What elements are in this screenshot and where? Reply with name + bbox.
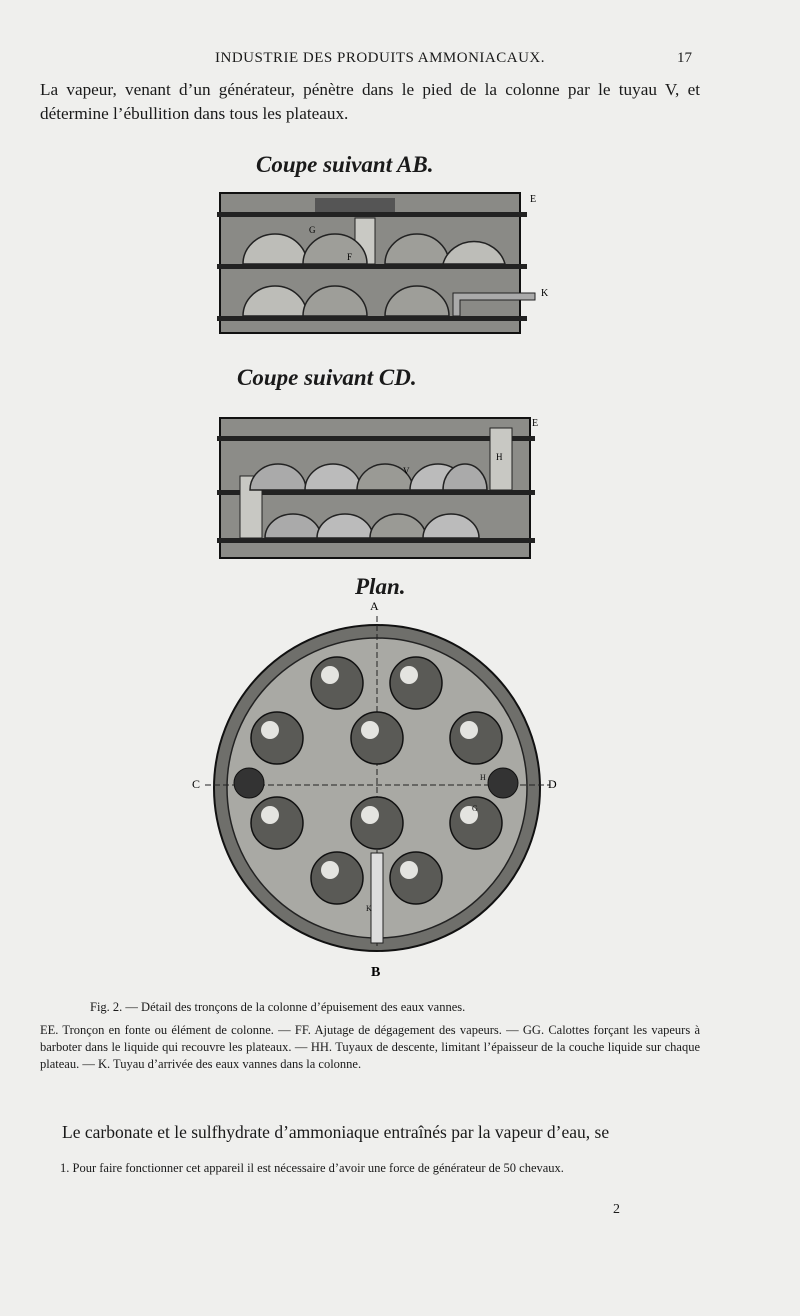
label-h-cd: H bbox=[496, 452, 503, 462]
plan-caption: Plan. bbox=[355, 574, 406, 599]
plan-label-g: G bbox=[472, 804, 478, 813]
footnote-text: 1. Pour faire fonctionner cet appareil il est nécessaire d’avoir une force de générateur de 50 chevaux. bbox=[60, 1161, 564, 1175]
label-e: E bbox=[530, 194, 537, 205]
plan-label-a: A bbox=[370, 599, 379, 613]
running-title: INDUSTRIE DES PRODUITS AMMONIACAUX. bbox=[215, 50, 546, 66]
label-e-cd: E bbox=[532, 418, 539, 429]
plan-label-k: K bbox=[366, 904, 372, 913]
label-g: G bbox=[309, 225, 316, 235]
body-text-line: Le carbonate et le sulfhydrate d’ammoniaque entraînés par la vapeur d’eau, se bbox=[62, 1122, 610, 1142]
intro-paragraph: La vapeur, venant d’un générateur, pénètre dans le pied de la colonne par le tuyau V, et détermine l’ébullition dans tous les plateaux. bbox=[40, 80, 700, 123]
section-ab-drawing bbox=[205, 188, 565, 340]
running-header bbox=[0, 50, 800, 74]
plan-drawing bbox=[190, 598, 570, 983]
footnote bbox=[40, 1160, 700, 1177]
section-cd-caption: Coupe suivant CD. bbox=[237, 365, 417, 390]
plan-label-d: D bbox=[548, 777, 557, 791]
signature-mark: 2 bbox=[613, 1202, 620, 1217]
label-k: K bbox=[541, 288, 549, 299]
figure-legend: EE. Tronçon en fonte ou élément de colonne. — FF. Ajutage de dégagement des vapeurs. — GG. Calottes forçant les vapeurs à barboter dans le liquide qui recouvre les plateaux. — HH. Tuyaux de descente, limitant l’épaisseur de la couche liquide sur chaque plateau. — K. Tuyau d’arrivée des eaux vannes dans la colonne. bbox=[40, 1023, 700, 1071]
label-v-cd: V bbox=[403, 466, 410, 476]
section-cd-drawing bbox=[205, 410, 545, 560]
plan-label-h: H bbox=[480, 773, 486, 782]
plan-label-c: C bbox=[192, 777, 201, 791]
section-ab-caption: Coupe suivant AB. bbox=[256, 152, 434, 177]
plan-label-b: B bbox=[371, 965, 381, 980]
page-number: 17 bbox=[677, 50, 692, 66]
figure-caption: Fig. 2. — Détail des tronçons de la colonne d’épuisement des eaux vannes. bbox=[90, 1000, 466, 1014]
label-f: F bbox=[347, 252, 353, 262]
